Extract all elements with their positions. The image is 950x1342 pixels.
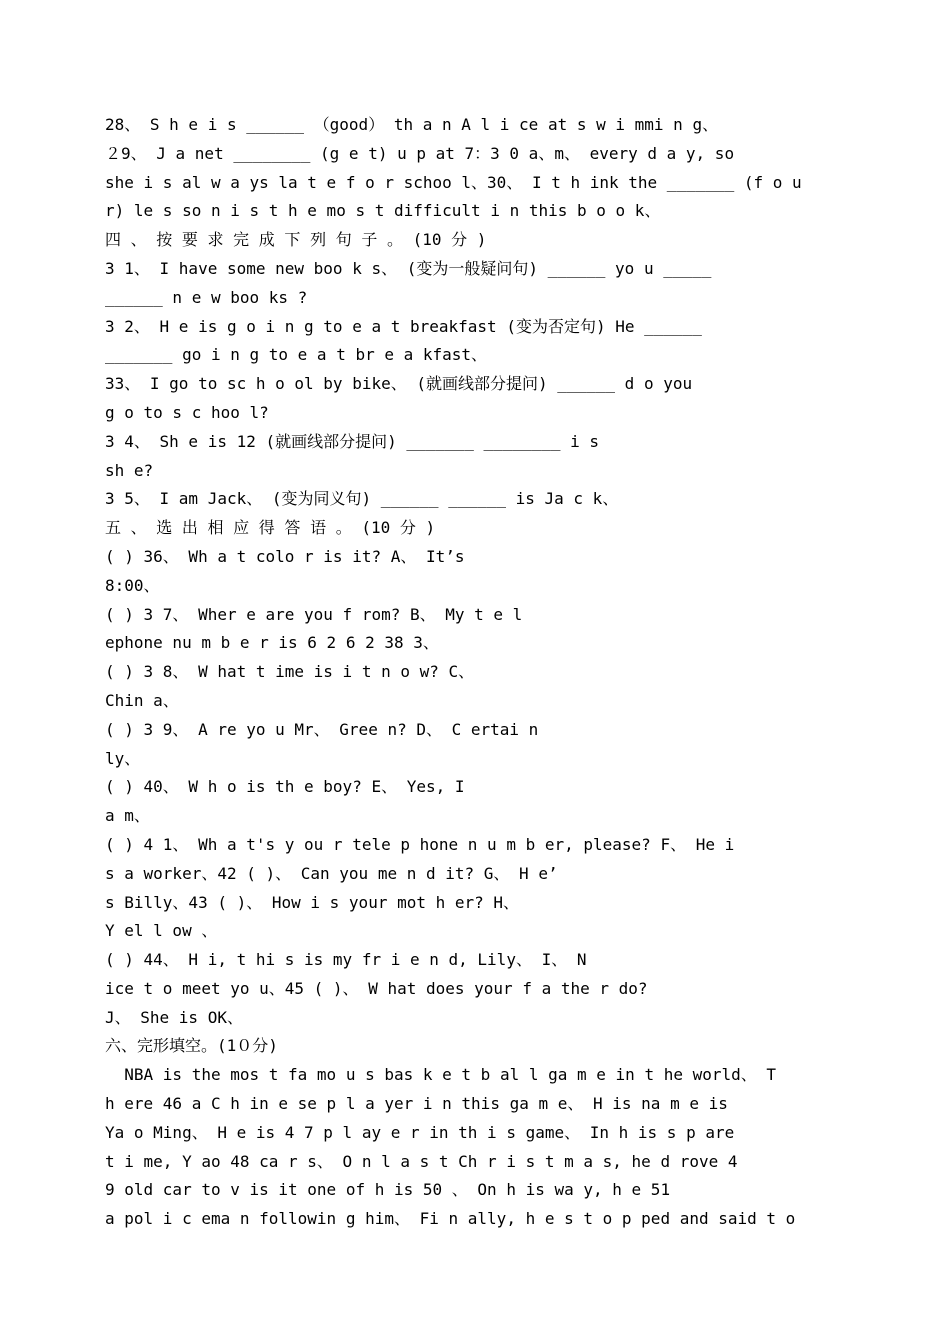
line-text: ( ) 36、 Wh a t colo r is it? A、 It’s [105, 547, 465, 566]
line-text: 3 2、 H e is g o i n g to e a t breakfast (变为否定句) He ______ [105, 317, 702, 336]
text-line [105, 1205, 845, 1233]
text-line [105, 889, 845, 917]
text-line [105, 140, 845, 168]
text-line [105, 658, 845, 686]
line-text: a m、 [105, 806, 150, 825]
section-heading [105, 226, 845, 254]
line-text: s a worker、42 ( )、 Can you me n d it? G、 H e’ [105, 864, 558, 883]
text-line [105, 629, 845, 657]
line-text: Chin a、 [105, 691, 179, 710]
text-line [105, 802, 845, 830]
line-text: 28、 S h e i s ______ （good） th a n A l i ce at s w i mmi n g、 [105, 115, 719, 134]
line-text: 9 old car to v is it one of h is 50 、 On h is wa y, h e 51 [105, 1180, 671, 1199]
text-line [105, 1176, 845, 1204]
line-text: 四 、 按 要 求 完 成 下 列 句 子 。 (10 分 ) [105, 230, 487, 249]
text-line [105, 1148, 845, 1176]
text-line [105, 111, 845, 139]
text-line [105, 572, 845, 600]
line-text: _______ go i n g to e a t br e a kfast、 [105, 345, 488, 364]
text-line [105, 341, 845, 369]
text-line [105, 1004, 845, 1032]
text-line [105, 860, 845, 888]
text-line [105, 1119, 845, 1147]
text-line [105, 485, 845, 513]
line-text: r) le s so n i s t h e mo s t difficult i n this b o o k、 [105, 201, 661, 220]
line-text: ly、 [105, 749, 141, 768]
text-line [105, 313, 845, 341]
text-line [105, 457, 845, 485]
line-text: 3 5、 I am Jack、 (变为同义句) ______ ______ is Ja c k、 [105, 489, 619, 508]
text-line [105, 745, 845, 773]
text-line [105, 428, 845, 456]
line-text: s Billy、43 ( )、 How i s your mot h er? H、 [105, 893, 520, 912]
text-line [105, 975, 845, 1003]
text-line [105, 1061, 845, 1089]
line-text: ( ) 4 1、 Wh a t's y ou r tele p hone n u m b er, please? F、 He i [105, 835, 735, 854]
text-line [105, 601, 845, 629]
line-text: 五 、 选 出 相 应 得 答 语 。 (10 分 ) [105, 518, 436, 537]
line-text: 3 1、 I have some new boo k s、 (变为一般疑问句) ______ yo u _____ [105, 259, 712, 278]
text-line [105, 169, 845, 197]
line-text: ( ) 40、 W h o is th e boy? E、 Yes, I [105, 777, 465, 796]
text-line [105, 773, 845, 801]
line-text: t i me, Y ao 48 ca r s、 O n l a s t Ch r i s t m a s, he d rove 4 [105, 1152, 738, 1171]
section-heading [105, 1032, 845, 1060]
line-text: ice t o meet yo u、45 ( )、 W hat does your f a the r do? [105, 979, 648, 998]
text-line [105, 543, 845, 571]
line-text: she i s al w a ys la t e f o r schoo l、30、 I t h ink the _______ (f o u [105, 173, 802, 192]
line-text: Y el l ow 、 [105, 921, 218, 940]
line-text: 33、 I go to sc h o ol by bike、 (就画线部分提问) ______ d o you [105, 374, 693, 393]
line-text: a pol i c ema n followin g him、 Fi n ally, h e s t o p ped and said t o [105, 1209, 796, 1228]
text-line [105, 831, 845, 859]
section-heading [105, 514, 845, 542]
text-line [105, 399, 845, 427]
line-text: ２9、 J a net ________ (g e t) u p at 7：3 0 a、m、 every d a y, so [105, 144, 735, 163]
line-text: g o to s c hoo l? [105, 403, 269, 422]
line-text: ______ n e w boo ks ? [105, 288, 308, 307]
text-line [105, 1090, 845, 1118]
text-line [105, 284, 845, 312]
line-text: Ya o Ming、 H e is 4 7 p l ay e r in th i s game、 In h is s p are [105, 1123, 735, 1142]
text-line [105, 687, 845, 715]
text-line [105, 716, 845, 744]
text-line [105, 370, 845, 398]
line-text: ( ) 3 8、 W hat t ime is i t n o w? C、 [105, 662, 475, 681]
text-line [105, 255, 845, 283]
line-text: ( ) 3 9、 A re yo u Mr、 Gree n? D、 C ertai n [105, 720, 539, 739]
line-text: ( ) 44、 H i, t hi s is my fr i e n d, Lily、 I、 N [105, 950, 587, 969]
line-text: NBA is the mos t fa mo u s bas k e t b al l ga m e in t he world、 T [105, 1065, 777, 1084]
line-text: 3 4、 Sh e is 12 (就画线部分提问) _______ ________ i s [105, 432, 600, 451]
line-text: ephone nu m b e r is 6 2 6 2 38 3、 [105, 633, 439, 652]
line-text: sh e? [105, 461, 154, 480]
line-text: J、 She is OK、 [105, 1008, 243, 1027]
line-text: h ere 46 a C h in e se p l a yer i n this ga m e、 H is na m e is [105, 1094, 728, 1113]
line-text: ( ) 3 7、 Wher e are you f rom? B、 My t e l [105, 605, 523, 624]
line-text: 8:00、 [105, 576, 160, 595]
text-line [105, 917, 845, 945]
text-line [105, 946, 845, 974]
line-text: 六、完形填空。(1０分) [105, 1036, 278, 1055]
text-line [105, 197, 845, 225]
